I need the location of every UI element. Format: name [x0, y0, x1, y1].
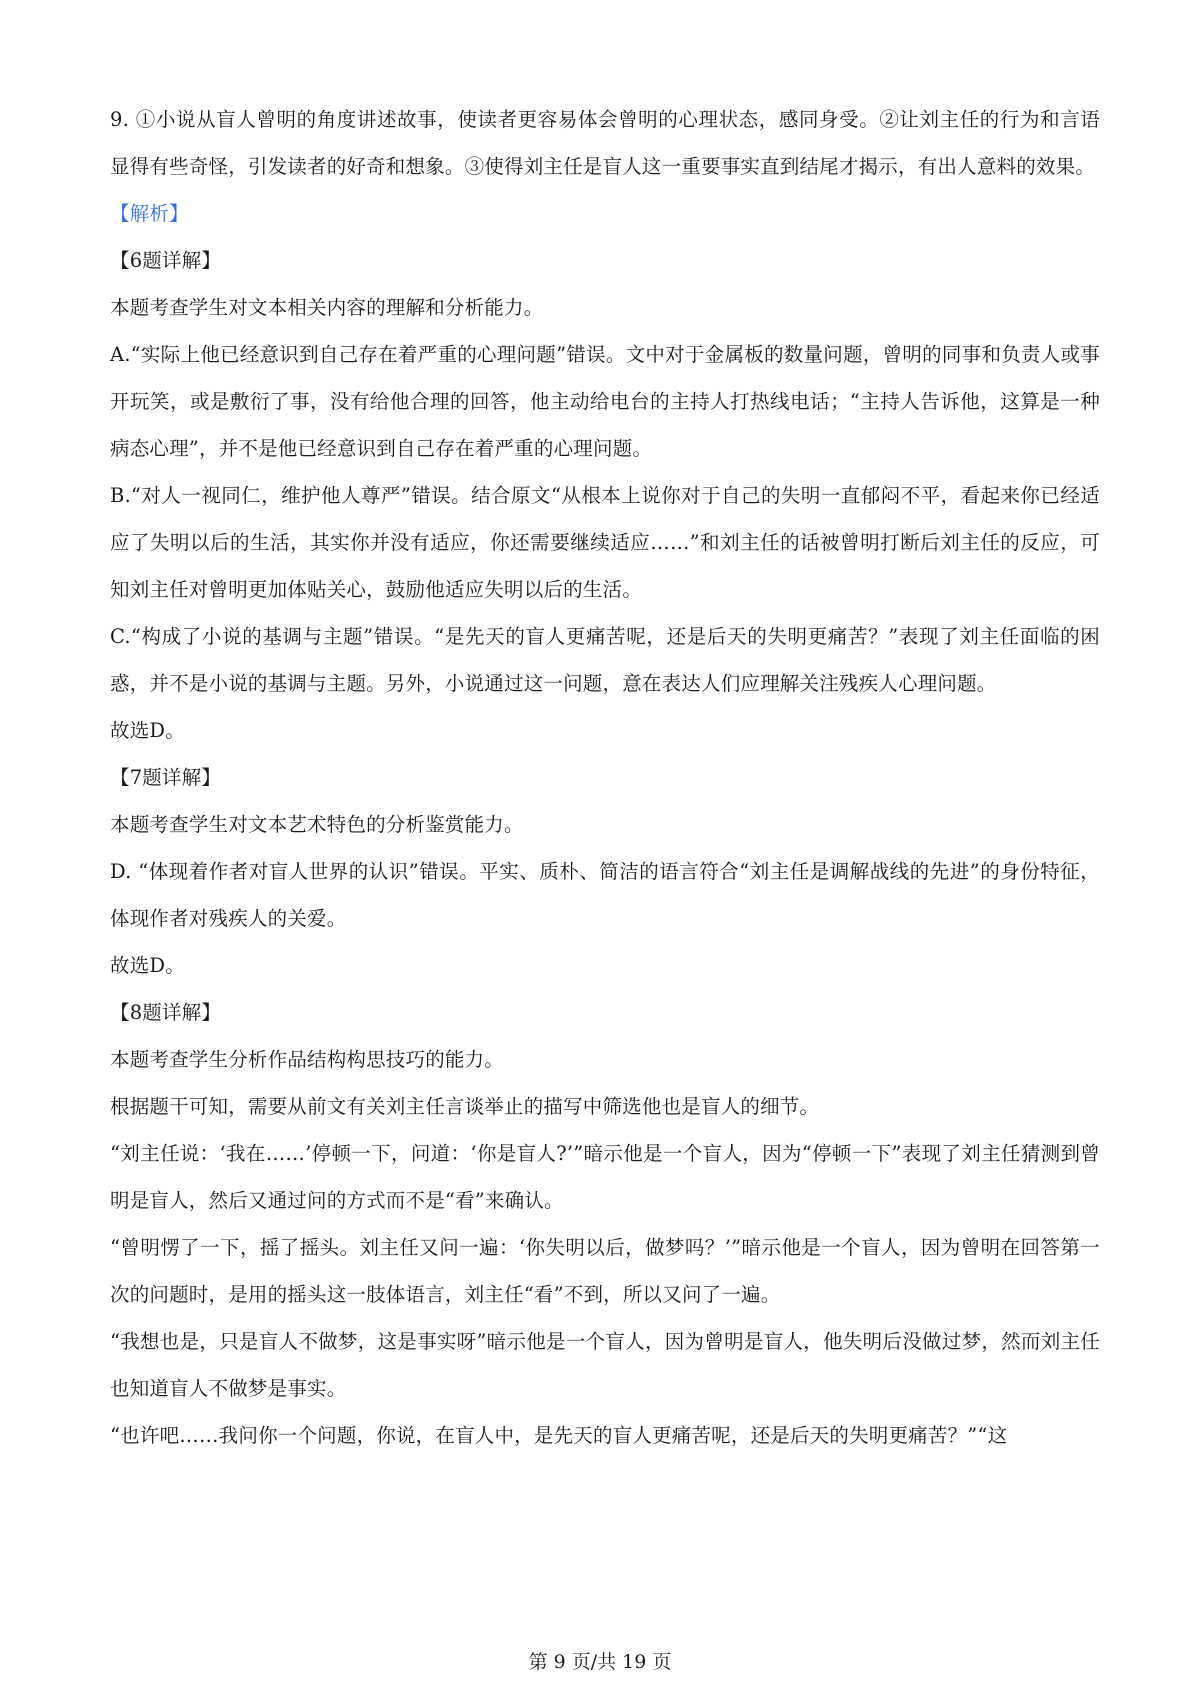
q8-detail-4: “也许吧……我问你一个问题，你说，在盲人中，是先天的盲人更痛苦呢，还是后天的失明更痛苦？”“这	[110, 1424, 1008, 1447]
q6-conclusion: 故选D。	[110, 719, 185, 742]
q7-intro: 本题考查学生对文本艺术特色的分析鉴赏能力。	[110, 813, 524, 836]
q8-detail-3: “我想也是，只是盲人不做梦，这是事实呀”暗示他是一个盲人，因为曾明是盲人，他失明后没做过梦，然而刘主任也知道盲人不做梦是事实。	[110, 1330, 1100, 1400]
q6-option-a: A.“实际上他已经意识到自己存在着严重的心理问题”错误。文中对于金属板的数量问题，曾明的同事和负责人或事开玩笑，或是敷衍了事，没有给他合理的回答，他主动给电台的主持人打热线电话；“主持人告诉他，这算是一种病态心理”，并不是他已经意识到自己存在着严重的心理问题。	[110, 343, 1100, 460]
q8-detail-2: “曾明愣了一下，摇了摇头。刘主任又问一遍：‘你失明以后，做梦吗？’”暗示他是一个盲人，因为曾明在回答第一次的问题时，是用的摇头这一肢体语言，刘主任“看”不到，所以又问了一遍。	[110, 1236, 1100, 1306]
q8-detail-1: “刘主任说：‘我在……’停顿一下，问道：‘你是盲人?’”暗示他是一个盲人，因为“停顿一下”表现了刘主任猜测到曾明是盲人，然后又通过问的方式而不是“看”来确认。	[110, 1142, 1100, 1212]
analysis-label: 【解析】	[110, 202, 189, 225]
section-heading-q8: 【8题详解】	[110, 1001, 222, 1024]
document-body	[110, 96, 1100, 1459]
q6-option-b: B.“对人一视同仁，维护他人尊严”错误。结合原文“从根本上说你对于自己的失明一直郁闷不平，看起来你已经适应了失明以后的生活，其实你并没有适应，你还需要继续适应……”和刘主任的话被曾明打断后刘主任的反应，可知刘主任对曾明更加体贴关心，鼓励他适应失明以后的生活。	[110, 484, 1100, 601]
q8-method: 根据题干可知，需要从前文有关刘主任言谈举止的描写中筛选他也是盲人的细节。	[110, 1095, 820, 1118]
section-heading-q7: 【7题详解】	[110, 766, 222, 789]
q8-intro: 本题考查学生分析作品结构构思技巧的能力。	[110, 1048, 505, 1071]
q6-intro: 本题考查学生对文本相关内容的理解和分析能力。	[110, 296, 544, 319]
q7-conclusion: 故选D。	[110, 954, 185, 977]
q6-option-c: C.“构成了小说的基调与主题”错误。“是先天的盲人更痛苦呢，还是后天的失明更痛苦？”表现了刘主任面临的困惑，并不是小说的基调与主题。另外，小说通过这一问题，意在表达人们应理解关注残疾人心理问题。	[110, 625, 1100, 695]
page-number-footer: 第 9 页/共 19 页	[528, 1651, 672, 1673]
section-heading-q6: 【6题详解】	[110, 249, 222, 272]
q7-option-d: D. “体现着作者对盲人世界的认识”错误。平实、质朴、简洁的语言符合“刘主任是调解战线的先进”的身份特征，体现作者对残疾人的关爱。	[110, 860, 1100, 930]
answer-paragraph-9: 9. ①小说从盲人曾明的角度讲述故事，使读者更容易体会曾明的心理状态，感同身受。②让刘主任的行为和言语显得有些奇怪，引发读者的好奇和想象。③使得刘主任是盲人这一重要事实直到结尾才揭示，有出人意料的效果。	[110, 108, 1100, 178]
